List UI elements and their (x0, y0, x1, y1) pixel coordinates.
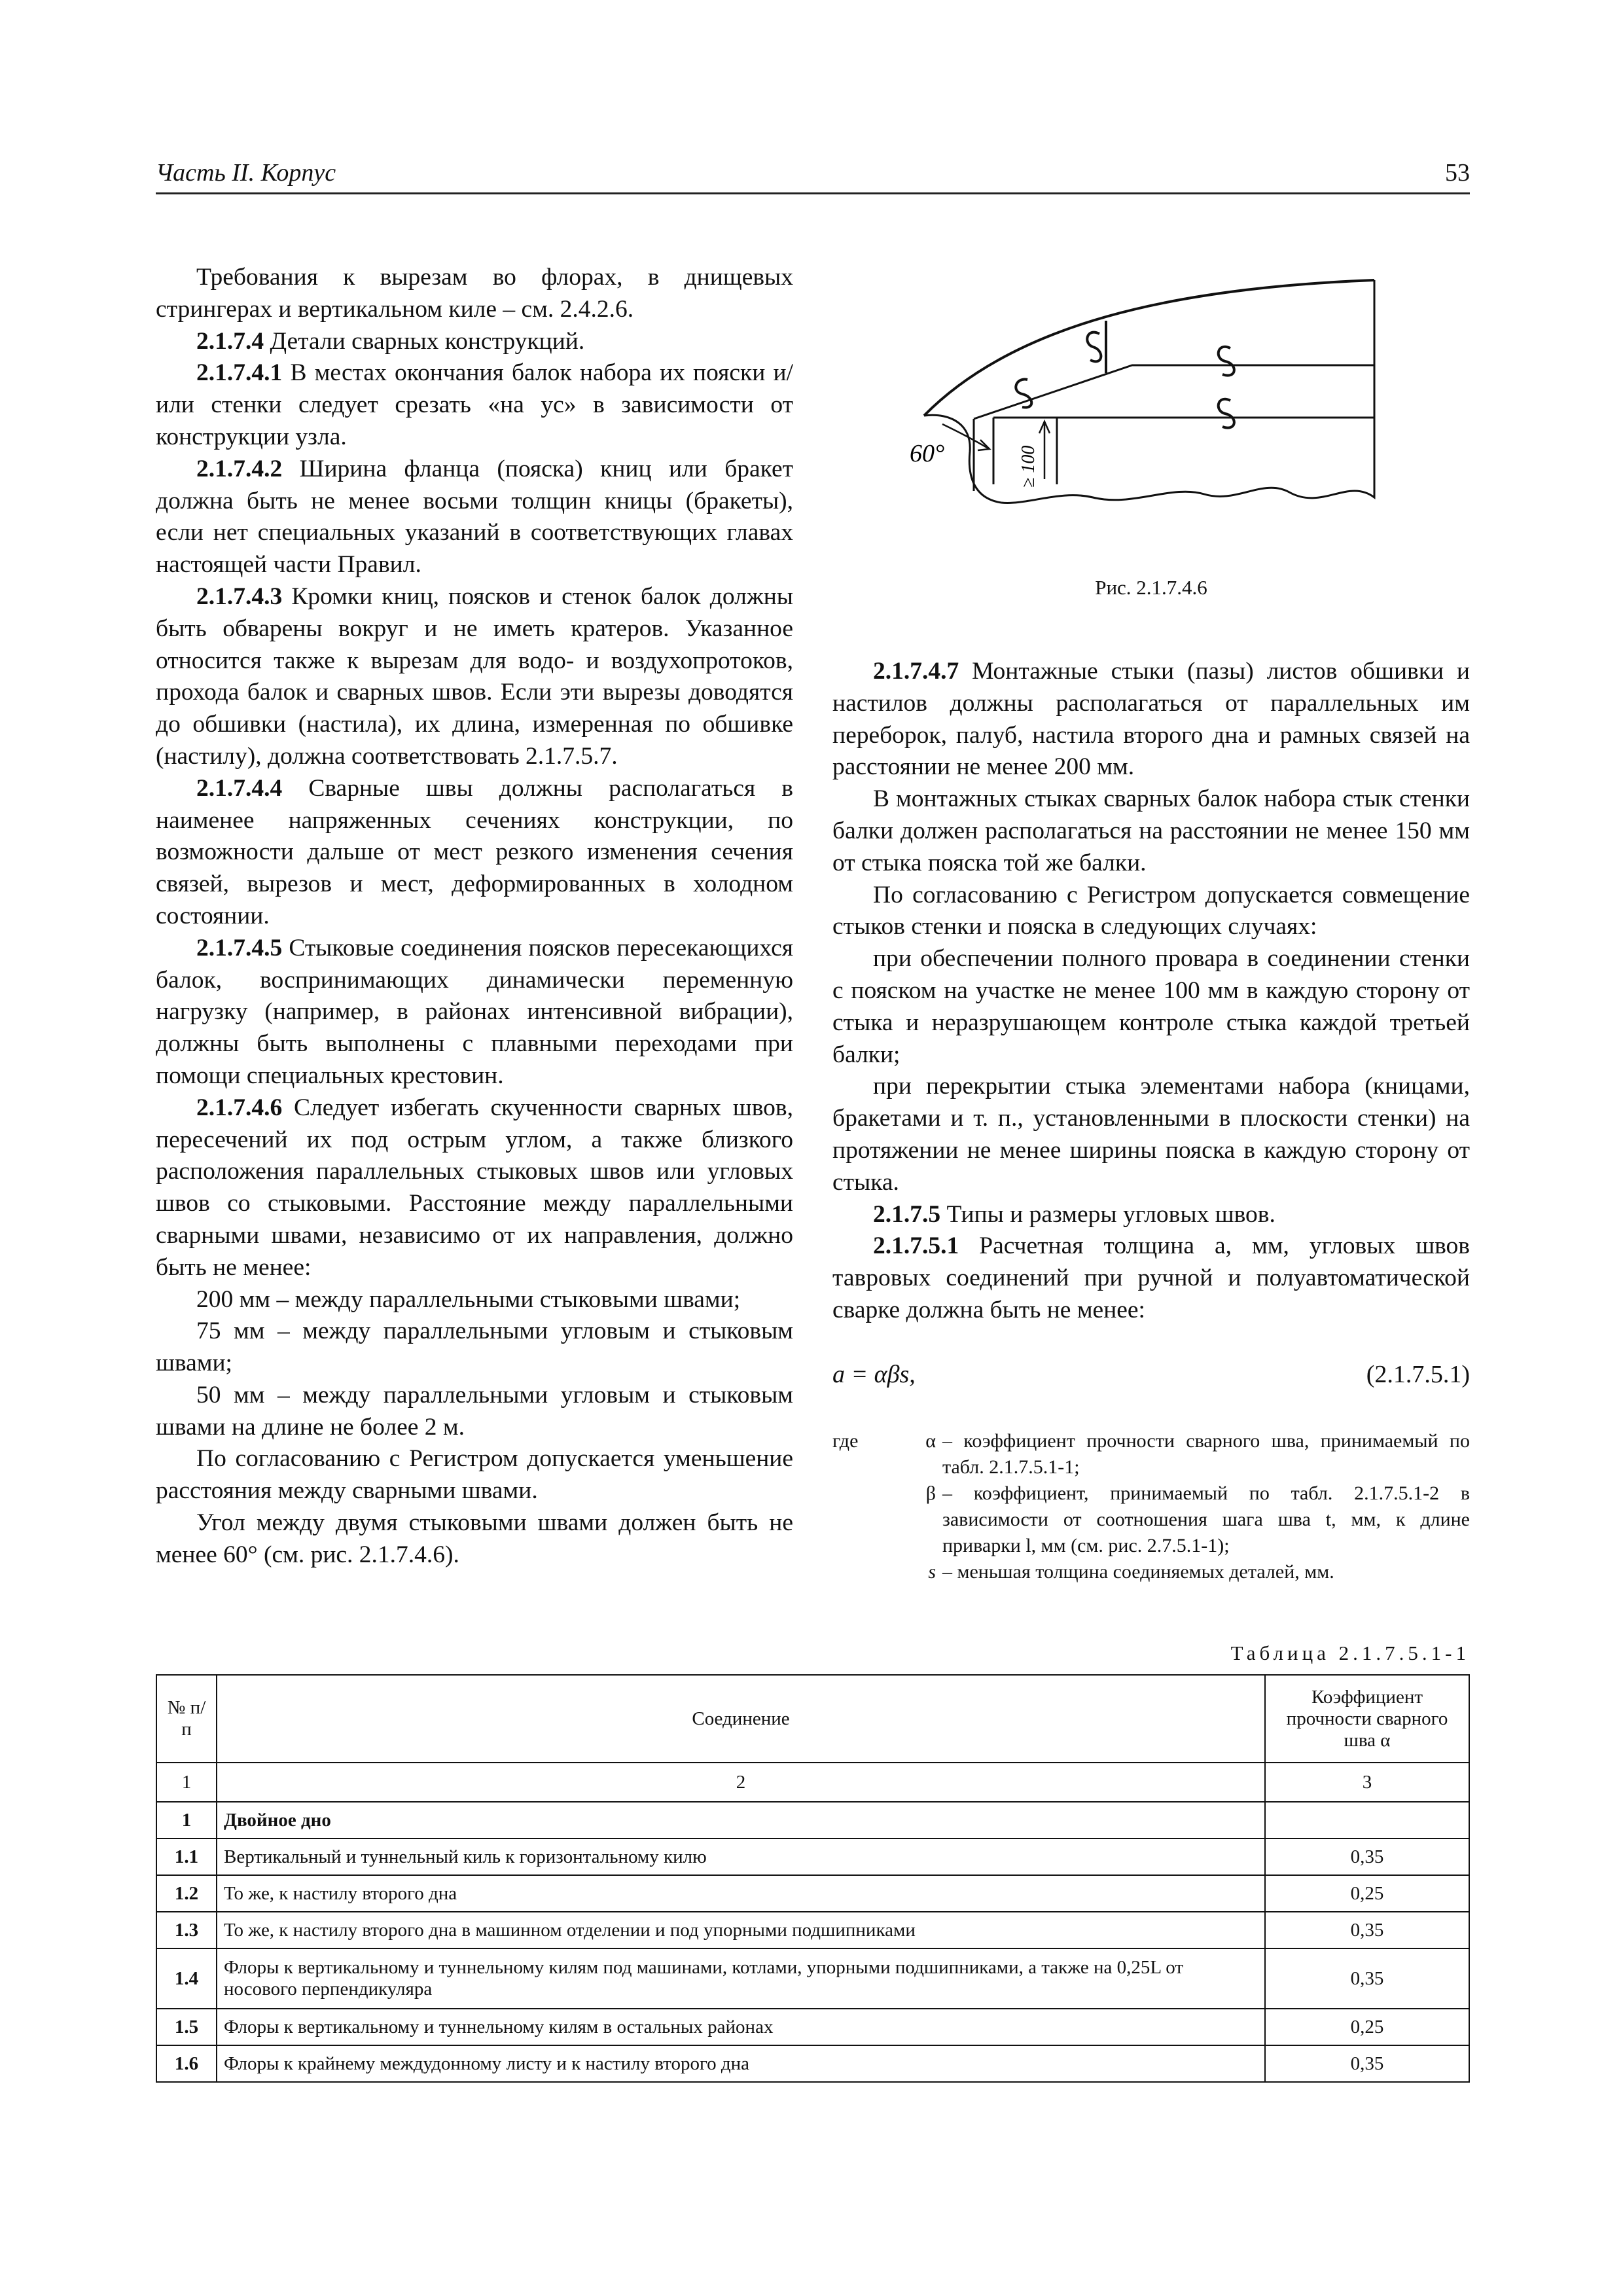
table-row: 1.5 Флоры к вертикальному и туннельному килям в остальных районах 0,25 (156, 2009, 1469, 2045)
paragraph: 2.1.7.4.4 Сварные швы должны располагаться в наименее напряженных сечениях конструкции, по возможности дальше от мест резкого изменения сечения связей, вырезов и мест, деформированных в холодном состоянии. (156, 774, 793, 929)
table-row: 1 Двойное дно (156, 1802, 1469, 1839)
left-column (156, 262, 793, 1571)
paragraph: 2.1.7.5 Типы и размеры угловых швов. (873, 1200, 1275, 1228)
formula-expression: a = αβs, (832, 1361, 916, 1388)
legend-item: β – коэффициент, принимаемый по табл. 2.1.7.5.1-2 в зависимости от соотношения шага шва t, мм, к длине приварки l, мм (см. рис. 2.7.5.1-1); (925, 1482, 1470, 1556)
paragraph: По согласованию с Регистром допускается уменьшение расстояния между сварными швами. (156, 1445, 793, 1505)
formula-number: (2.1.7.5.1) (1366, 1361, 1470, 1388)
right-column (832, 656, 1470, 1327)
column-header: № п/п (156, 1675, 217, 1763)
running-header (156, 157, 1470, 194)
paragraph: 50 мм – между параллельными угловым и стыковым швами на длине не более 2 м. (156, 1381, 793, 1441)
paragraph: В монтажных стыках сварных балок набора стык стенки балки должен располагаться на расстоянии не менее 150 мм от стыка пояска той же балки. (832, 785, 1470, 876)
header-title: Часть II. Корпус (156, 159, 336, 187)
angle-label: 60° (910, 440, 945, 467)
paragraph: при перекрытии стыка элементами набора (кницами, бракетами и т. п., установленными в плоскости стенки) на протяжении не менее ширины пояска в каждую сторону от стыка. (832, 1073, 1470, 1196)
paragraph: 2.1.7.4.6 Следует избегать скученности сварных швов, пересечений их под острым углом, а также близкого расположения параллельных стыковых швов или угловых швов со стыковыми. Расстояние между параллельными сварными швами, независимо от их направления, должно быть не менее: (156, 1094, 793, 1281)
legend-item: s – меньшая толщина соединяемых деталей, мм. (928, 1561, 1334, 1583)
formula-legend (832, 1428, 1470, 1585)
table-numbering-row: 1 2 3 (156, 1763, 1469, 1802)
formula (832, 1360, 1470, 1393)
table-row: 1.6 Флоры к крайнему междудонному листу и к настилу второго дна 0,35 (156, 2045, 1469, 2082)
table-row: 1.1 Вертикальный и туннельный киль к горизонтальному килю 0,35 (156, 1839, 1469, 1875)
table-header-row (156, 1675, 1469, 1763)
paragraph: По согласованию с Регистром допускается совмещение стыков стенки и пояска в следующих случаях: (832, 881, 1470, 941)
paragraph: 2.1.7.4.2 Ширина фланца (пояска) книц или бракет должна быть не менее восьми толщин кницы (бракеты), если нет специальных указаний в соответствующих главах настоящей части Правил. (156, 455, 793, 579)
table-caption: Таблица 2.1.7.5.1-1 (1230, 1641, 1470, 1664)
weld-seam-diagram (897, 262, 1394, 524)
legend-item: где α – коэффициент прочности сварного шва, принимаемый по табл. 2.1.7.5.1-1; (832, 1430, 1470, 1478)
paragraph: 2.1.7.4.3 Кромки книц, поясков и стенок балок должны быть обварены вокруг и не иметь кратеров. Указанное относится также к вырезам для водо- и воздухопротоков, прохода балок и сварных швов. Если эти вырезы доводятся до обшивки (настила), их длина, измеренная по обшивке (настилу), должна соответствовать 2.1.7.5.7. (156, 583, 793, 770)
paragraph: 2.1.7.4.5 Стыковые соединения поясков пересекающихся балок, воспринимающих динамически переменную нагрузку (например, в районах интенсивной вибрации), должны быть выполнены с плавными переходами при помощи специальных крестовин. (156, 934, 793, 1089)
paragraph: при обеспечении полного провара в соединении стенки с пояском на участке не менее 100 мм в каждую сторону от стыка и неразрушающем контроле стыка каждой третьей балки; (832, 945, 1470, 1068)
figure-caption: Рис. 2.1.7.4.6 (1095, 576, 1207, 599)
paragraph: 2.1.7.5.1 Расчетная толщина a, мм, угловых швов тавровых соединений при ручной и полуавтоматической сварке должна быть не менее: (832, 1232, 1470, 1323)
paragraph: 200 мм – между параллельными стыковыми швами; (196, 1285, 741, 1313)
paragraph: 75 мм – между параллельными угловым и стыковым швами; (156, 1318, 793, 1377)
table-row: 1.4 Флоры к вертикальному и туннельному килям под машинами, котлами, упорными подшипниками, а также на 0,25L от носового перпендикуляра 0,35 (156, 1948, 1469, 2009)
table-row: 1.2 То же, к настилу второго дна 0,25 (156, 1875, 1469, 1912)
dimension-label: ≥ 100 (1018, 445, 1039, 488)
column-header: Коэффициент прочности сварного шва α (1265, 1675, 1469, 1763)
paragraph: 2.1.7.4.1 В местах окончания балок набора их пояски и/или стенки следует срезать «на ус» в зависимости от конструкции узла. (156, 359, 793, 450)
figure-weld-seams (897, 262, 1394, 524)
column-header: Соединение (217, 1675, 1265, 1763)
paragraph: 2.1.7.4.7 Монтажные стыки (пазы) листов обшивки и настилов должны располагаться от параллельных им переборок, палуб, настила второго дна и рамных связей на расстоянии не менее 200 мм. (832, 658, 1470, 781)
paragraph: Угол между двумя стыковыми швами должен быть не менее 60° (см. рис. 2.1.7.4.6). (156, 1509, 793, 1568)
table-row: 1.3 То же, к настилу второго дна в машинном отделении и под упорными подшипниками 0,35 (156, 1912, 1469, 1948)
paragraph: 2.1.7.4 Детали сварных конструкций. (196, 327, 585, 355)
weld-coefficient-table (156, 1674, 1470, 2083)
page-number: 53 (1445, 159, 1470, 187)
paragraph: Требования к вырезам во флорах, в днищевых стрингерах и вертикальном киле – см. 2.4.2.6. (156, 264, 793, 323)
